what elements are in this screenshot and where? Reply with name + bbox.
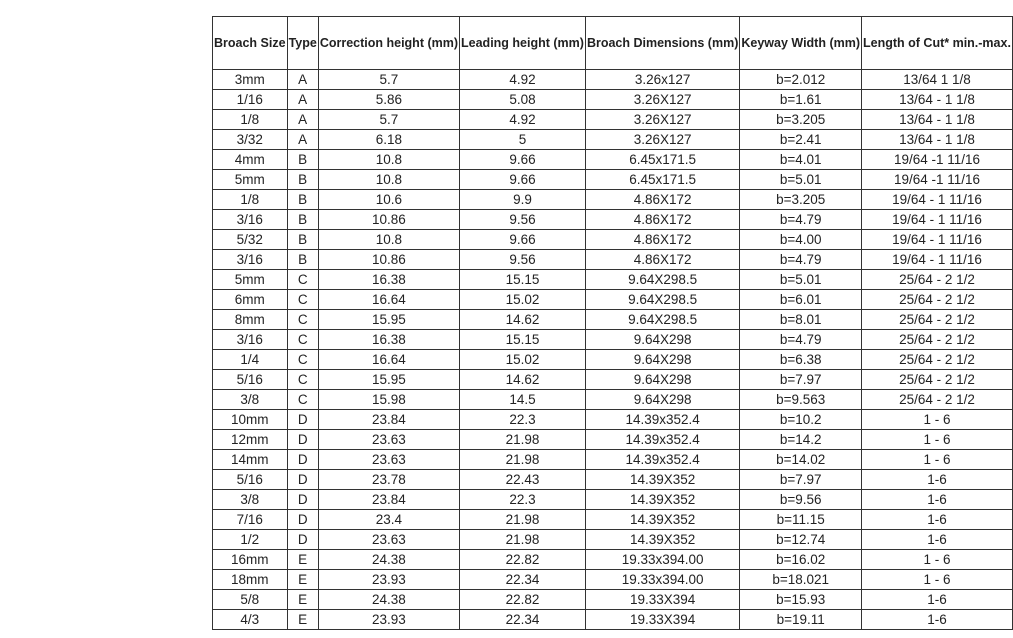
length-of-cut-cell: 25/64 - 2 1/2	[862, 370, 1013, 390]
broach-dimensions-cell: 19.33x394.00	[585, 550, 739, 570]
leading-height-cell: 15.15	[460, 270, 586, 290]
table-body	[213, 70, 1013, 630]
correction-height-cell: 10.86	[318, 210, 459, 230]
broach-size-cell: 12mm	[213, 430, 288, 450]
broach-dimensions-cell: 14.39X352	[585, 510, 739, 530]
type-cell: B	[287, 150, 318, 170]
keyway-width-cell: b=5.01	[740, 170, 862, 190]
keyway-width-cell: b=5.01	[740, 270, 862, 290]
broach-dimensions-cell: 19.33X394	[585, 610, 739, 630]
leading-height-cell: 21.98	[460, 450, 586, 470]
header-leading-height: Leading height (mm)	[460, 17, 586, 70]
correction-height-cell: 24.38	[318, 550, 459, 570]
keyway-width-cell: b=6.01	[740, 290, 862, 310]
table-row	[213, 150, 1013, 170]
length-of-cut-cell: 25/64 - 2 1/2	[862, 270, 1013, 290]
table-row	[213, 350, 1013, 370]
broach-size-cell: 3/32	[213, 130, 288, 150]
table-row	[213, 230, 1013, 250]
length-of-cut-cell: 13/64 - 1 1/8	[862, 110, 1013, 130]
keyway-width-cell: b=4.79	[740, 250, 862, 270]
leading-height-cell: 5.08	[460, 90, 586, 110]
header-length-of-cut: Length of Cut* min.-max.	[862, 17, 1013, 70]
table-row	[213, 590, 1013, 610]
broach-dimensions-cell: 6.45x171.5	[585, 150, 739, 170]
broach-dimensions-cell: 14.39x352.4	[585, 410, 739, 430]
broach-size-cell: 1/8	[213, 190, 288, 210]
leading-height-cell: 15.15	[460, 330, 586, 350]
type-cell: D	[287, 450, 318, 470]
length-of-cut-cell: 25/64 - 2 1/2	[862, 330, 1013, 350]
length-of-cut-cell: 1 - 6	[862, 550, 1013, 570]
length-of-cut-cell: 19/64 -1 11/16	[862, 170, 1013, 190]
table-row	[213, 570, 1013, 590]
table-row	[213, 510, 1013, 530]
type-cell: B	[287, 170, 318, 190]
keyway-width-cell: b=1.61	[740, 90, 862, 110]
table-row	[213, 610, 1013, 630]
leading-height-cell: 9.56	[460, 210, 586, 230]
correction-height-cell: 16.38	[318, 270, 459, 290]
broach-dimensions-cell: 9.64X298	[585, 350, 739, 370]
broach-size-cell: 16mm	[213, 550, 288, 570]
length-of-cut-cell: 25/64 - 2 1/2	[862, 290, 1013, 310]
broach-size-cell: 14mm	[213, 450, 288, 470]
broach-dimensions-cell: 14.39x352.4	[585, 430, 739, 450]
keyway-width-cell: b=4.79	[740, 210, 862, 230]
leading-height-cell: 22.3	[460, 410, 586, 430]
table-row	[213, 190, 1013, 210]
keyway-width-cell: b=7.97	[740, 370, 862, 390]
keyway-width-cell: b=2.41	[740, 130, 862, 150]
leading-height-cell: 15.02	[460, 350, 586, 370]
broach-size-cell: 4/3	[213, 610, 288, 630]
broach-dimensions-cell: 9.64X298.5	[585, 310, 739, 330]
leading-height-cell: 22.82	[460, 590, 586, 610]
type-cell: C	[287, 290, 318, 310]
table-row	[213, 490, 1013, 510]
broach-spec-table	[212, 16, 1013, 630]
length-of-cut-cell: 1 - 6	[862, 450, 1013, 470]
broach-size-cell: 7/16	[213, 510, 288, 530]
table-row	[213, 470, 1013, 490]
broach-size-cell: 5/16	[213, 370, 288, 390]
keyway-width-cell: b=14.02	[740, 450, 862, 470]
keyway-width-cell: b=12.74	[740, 530, 862, 550]
leading-height-cell: 9.66	[460, 170, 586, 190]
correction-height-cell: 23.4	[318, 510, 459, 530]
leading-height-cell: 21.98	[460, 530, 586, 550]
keyway-width-cell: b=19.11	[740, 610, 862, 630]
leading-height-cell: 22.82	[460, 550, 586, 570]
length-of-cut-cell: 1-6	[862, 530, 1013, 550]
correction-height-cell: 23.63	[318, 450, 459, 470]
leading-height-cell: 9.56	[460, 250, 586, 270]
table-row	[213, 110, 1013, 130]
header-type: Type	[287, 17, 318, 70]
leading-height-cell: 9.66	[460, 150, 586, 170]
table-row	[213, 210, 1013, 230]
table-row	[213, 290, 1013, 310]
broach-dimensions-cell: 14.39X352	[585, 490, 739, 510]
broach-dimensions-cell: 14.39x352.4	[585, 450, 739, 470]
type-cell: C	[287, 390, 318, 410]
keyway-width-cell: b=10.2	[740, 410, 862, 430]
leading-height-cell: 14.62	[460, 370, 586, 390]
table-row	[213, 390, 1013, 410]
correction-height-cell: 10.8	[318, 150, 459, 170]
broach-size-cell: 4mm	[213, 150, 288, 170]
broach-dimensions-cell: 3.26X127	[585, 90, 739, 110]
correction-height-cell: 23.63	[318, 530, 459, 550]
type-cell: A	[287, 70, 318, 90]
keyway-width-cell: b=16.02	[740, 550, 862, 570]
correction-height-cell: 5.7	[318, 110, 459, 130]
broach-size-cell: 5/8	[213, 590, 288, 610]
length-of-cut-cell: 19/64 - 1 11/16	[862, 210, 1013, 230]
keyway-width-cell: b=18.021	[740, 570, 862, 590]
table-row	[213, 330, 1013, 350]
table-row	[213, 430, 1013, 450]
keyway-width-cell: b=2.012	[740, 70, 862, 90]
table-row	[213, 130, 1013, 150]
broach-dimensions-cell: 9.64X298	[585, 390, 739, 410]
type-cell: A	[287, 130, 318, 150]
broach-dimensions-cell: 3.26X127	[585, 110, 739, 130]
broach-size-cell: 8mm	[213, 310, 288, 330]
broach-size-cell: 5/32	[213, 230, 288, 250]
broach-dimensions-cell: 14.39X352	[585, 530, 739, 550]
length-of-cut-cell: 19/64 - 1 11/16	[862, 230, 1013, 250]
correction-height-cell: 16.64	[318, 290, 459, 310]
broach-size-cell: 3/16	[213, 210, 288, 230]
table-row	[213, 550, 1013, 570]
correction-height-cell: 23.78	[318, 470, 459, 490]
correction-height-cell: 15.95	[318, 310, 459, 330]
table-row	[213, 530, 1013, 550]
length-of-cut-cell: 1 - 6	[862, 570, 1013, 590]
correction-height-cell: 15.98	[318, 390, 459, 410]
correction-height-cell: 24.38	[318, 590, 459, 610]
leading-height-cell: 15.02	[460, 290, 586, 310]
type-cell: C	[287, 370, 318, 390]
length-of-cut-cell: 25/64 - 2 1/2	[862, 310, 1013, 330]
correction-height-cell: 23.84	[318, 410, 459, 430]
table-row	[213, 370, 1013, 390]
type-cell: B	[287, 230, 318, 250]
length-of-cut-cell: 13/64 - 1 1/8	[862, 90, 1013, 110]
type-cell: B	[287, 250, 318, 270]
correction-height-cell: 16.64	[318, 350, 459, 370]
length-of-cut-cell: 25/64 - 2 1/2	[862, 390, 1013, 410]
type-cell: D	[287, 470, 318, 490]
type-cell: C	[287, 310, 318, 330]
keyway-width-cell: b=3.205	[740, 190, 862, 210]
correction-height-cell: 10.6	[318, 190, 459, 210]
type-cell: C	[287, 270, 318, 290]
broach-size-cell: 1/2	[213, 530, 288, 550]
length-of-cut-cell: 19/64 -1 11/16	[862, 150, 1013, 170]
length-of-cut-cell: 13/64 - 1 1/8	[862, 130, 1013, 150]
broach-size-cell: 1/16	[213, 90, 288, 110]
broach-dimensions-cell: 4.86X172	[585, 210, 739, 230]
header-broach-dimensions: Broach Dimensions (mm)	[585, 17, 739, 70]
broach-dimensions-cell: 4.86X172	[585, 250, 739, 270]
broach-dimensions-cell: 9.64X298	[585, 370, 739, 390]
keyway-width-cell: b=4.01	[740, 150, 862, 170]
leading-height-cell: 4.92	[460, 110, 586, 130]
leading-height-cell: 4.92	[460, 70, 586, 90]
broach-dimensions-cell: 14.39X352	[585, 470, 739, 490]
correction-height-cell: 10.8	[318, 170, 459, 190]
leading-height-cell: 9.9	[460, 190, 586, 210]
correction-height-cell: 23.93	[318, 570, 459, 590]
broach-size-cell: 1/4	[213, 350, 288, 370]
leading-height-cell: 14.5	[460, 390, 586, 410]
broach-dimensions-cell: 19.33x394.00	[585, 570, 739, 590]
leading-height-cell: 22.3	[460, 490, 586, 510]
broach-size-cell: 5mm	[213, 270, 288, 290]
correction-height-cell: 5.86	[318, 90, 459, 110]
length-of-cut-cell: 1-6	[862, 590, 1013, 610]
leading-height-cell: 14.62	[460, 310, 586, 330]
keyway-width-cell: b=3.205	[740, 110, 862, 130]
broach-dimensions-cell: 6.45x171.5	[585, 170, 739, 190]
keyway-width-cell: b=8.01	[740, 310, 862, 330]
length-of-cut-cell: 25/64 - 2 1/2	[862, 350, 1013, 370]
correction-height-cell: 16.38	[318, 330, 459, 350]
correction-height-cell: 23.63	[318, 430, 459, 450]
type-cell: D	[287, 530, 318, 550]
broach-dimensions-cell: 9.64X298	[585, 330, 739, 350]
leading-height-cell: 21.98	[460, 430, 586, 450]
correction-height-cell: 10.86	[318, 250, 459, 270]
broach-size-cell: 10mm	[213, 410, 288, 430]
broach-size-cell: 5/16	[213, 470, 288, 490]
broach-dimensions-cell: 9.64X298.5	[585, 270, 739, 290]
length-of-cut-cell: 13/64 1 1/8	[862, 70, 1013, 90]
broach-size-cell: 3mm	[213, 70, 288, 90]
broach-size-cell: 6mm	[213, 290, 288, 310]
table-row	[213, 450, 1013, 470]
length-of-cut-cell: 1 - 6	[862, 410, 1013, 430]
leading-height-cell: 22.34	[460, 570, 586, 590]
type-cell: D	[287, 410, 318, 430]
type-cell: B	[287, 210, 318, 230]
keyway-width-cell: b=9.563	[740, 390, 862, 410]
length-of-cut-cell: 19/64 - 1 11/16	[862, 250, 1013, 270]
length-of-cut-cell: 1 - 6	[862, 430, 1013, 450]
length-of-cut-cell: 1-6	[862, 510, 1013, 530]
table-row	[213, 310, 1013, 330]
broach-size-cell: 3/8	[213, 490, 288, 510]
type-cell: E	[287, 550, 318, 570]
broach-size-cell: 5mm	[213, 170, 288, 190]
broach-size-cell: 3/16	[213, 250, 288, 270]
broach-size-cell: 18mm	[213, 570, 288, 590]
type-cell: A	[287, 90, 318, 110]
broach-dimensions-cell: 19.33X394	[585, 590, 739, 610]
keyway-width-cell: b=9.56	[740, 490, 862, 510]
type-cell: D	[287, 510, 318, 530]
correction-height-cell: 5.7	[318, 70, 459, 90]
broach-dimensions-cell: 3.26X127	[585, 130, 739, 150]
keyway-width-cell: b=14.2	[740, 430, 862, 450]
broach-dimensions-cell: 9.64X298.5	[585, 290, 739, 310]
keyway-width-cell: b=15.93	[740, 590, 862, 610]
type-cell: E	[287, 610, 318, 630]
length-of-cut-cell: 1-6	[862, 470, 1013, 490]
broach-size-cell: 1/8	[213, 110, 288, 130]
correction-height-cell: 15.95	[318, 370, 459, 390]
broach-size-cell: 3/8	[213, 390, 288, 410]
broach-size-cell: 3/16	[213, 330, 288, 350]
correction-height-cell: 6.18	[318, 130, 459, 150]
type-cell: D	[287, 430, 318, 450]
type-cell: C	[287, 330, 318, 350]
keyway-width-cell: b=4.79	[740, 330, 862, 350]
type-cell: E	[287, 570, 318, 590]
leading-height-cell: 22.43	[460, 470, 586, 490]
length-of-cut-cell: 1-6	[862, 610, 1013, 630]
table-row	[213, 410, 1013, 430]
leading-height-cell: 5	[460, 130, 586, 150]
leading-height-cell: 9.66	[460, 230, 586, 250]
type-cell: D	[287, 490, 318, 510]
keyway-width-cell: b=11.15	[740, 510, 862, 530]
type-cell: E	[287, 590, 318, 610]
broach-dimensions-cell: 4.86X172	[585, 190, 739, 210]
table-row	[213, 170, 1013, 190]
header-broach-size: Broach Size	[213, 17, 288, 70]
broach-dimensions-cell: 4.86X172	[585, 230, 739, 250]
correction-height-cell: 23.84	[318, 490, 459, 510]
type-cell: C	[287, 350, 318, 370]
table-row	[213, 270, 1013, 290]
keyway-width-cell: b=6.38	[740, 350, 862, 370]
type-cell: B	[287, 190, 318, 210]
table-row	[213, 250, 1013, 270]
table-row	[213, 90, 1013, 110]
table-header-row	[213, 17, 1013, 70]
header-keyway-width: Keyway Width (mm)	[740, 17, 862, 70]
type-cell: A	[287, 110, 318, 130]
table-row	[213, 70, 1013, 90]
leading-height-cell: 21.98	[460, 510, 586, 530]
header-correction-height: Correction height (mm)	[318, 17, 459, 70]
length-of-cut-cell: 19/64 - 1 11/16	[862, 190, 1013, 210]
keyway-width-cell: b=7.97	[740, 470, 862, 490]
leading-height-cell: 22.34	[460, 610, 586, 630]
correction-height-cell: 23.93	[318, 610, 459, 630]
keyway-width-cell: b=4.00	[740, 230, 862, 250]
correction-height-cell: 10.8	[318, 230, 459, 250]
length-of-cut-cell: 1-6	[862, 490, 1013, 510]
broach-dimensions-cell: 3.26x127	[585, 70, 739, 90]
